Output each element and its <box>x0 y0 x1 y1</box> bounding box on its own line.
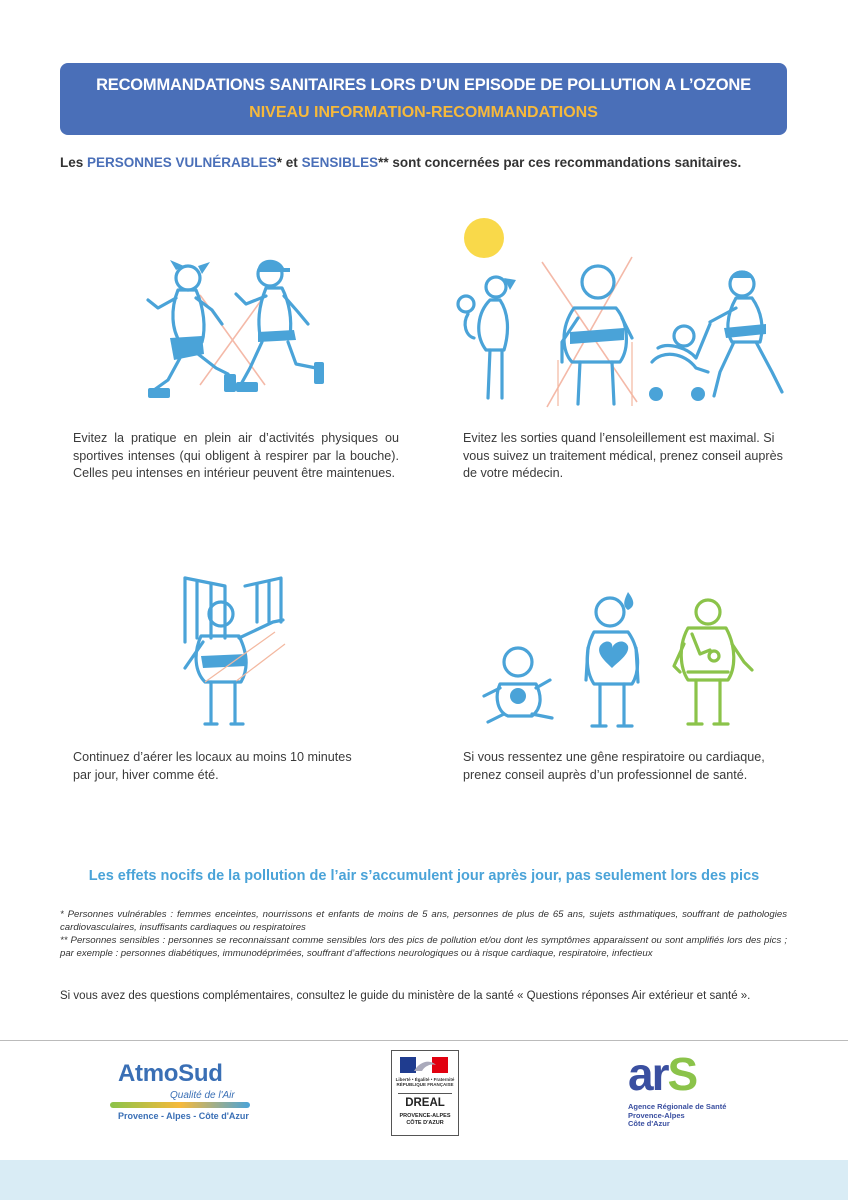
questions-text: Si vous avez des questions complémentaires, consultez le guide du ministère de la santé « Questions réponses Air extérieur et santé ». <box>60 990 751 1002</box>
page-subtitle: NIVEAU INFORMATION-RECOMMANDATIONS <box>249 104 598 121</box>
vulnerable-highlight: PERSONNES VULNÉRABLES <box>87 155 277 170</box>
atmo-logo-sub: Qualité de l'Air <box>170 1090 235 1101</box>
bottom-band <box>0 1160 848 1200</box>
tagline: Les effets nocifs de la pollution de l’air s’accumulent jour après jour, pas seulement lors des pics <box>88 868 760 884</box>
header-banner <box>60 63 787 135</box>
health-professional-icon <box>478 588 768 733</box>
marianne-flag-icon <box>400 1057 448 1073</box>
footnotes <box>60 908 787 960</box>
dreal-region: PROVENCE-ALPES CÔTE D'AZUR <box>399 1113 451 1126</box>
intro-prefix: Les <box>60 155 88 170</box>
recommendation-text-3: Continuez d’aérer les locaux au moins 10 minutes par jour, hiver comme été. <box>73 750 352 782</box>
intro-text <box>60 155 800 170</box>
dreal-name: DREAL <box>405 1097 445 1109</box>
ars-letters: arS <box>628 1048 697 1100</box>
sun-icon <box>464 218 504 258</box>
atmo-logo-name: AtmoSud <box>118 1060 223 1087</box>
ars-text: Agence Régionale de Santé Provence-Alpes Côte d'Azur <box>628 1102 727 1128</box>
footnote-sensitive: ** Personnes sensibles : personnes se reconnaissant comme sensibles lors des pics de pollution et/ou dont les symptômes apparaissent ou sont amplifiés lors des pics ; par exemple : personnes diabétiques, immunodéprimées, souffrant d’affections neurologiques ou à risque cardiaque, respiratoire, infectieux <box>60 935 787 959</box>
open-window-icon <box>175 572 295 732</box>
ars-logo <box>628 1048 758 1135</box>
dreal-republique: Liberté • Égalité • Fraternité RÉPUBLIQUE FRANÇAISE <box>395 1077 455 1087</box>
recommendation-text-4: Si vous ressentez une gêne respiratoire ou cardiaque, prenez conseil auprès d’un professionnel de santé. <box>463 750 765 782</box>
dreal-divider <box>398 1093 452 1094</box>
recommendation-text-1: Evitez la pratique en plein air d’activités physiques ou sportives intenses (qui obligent à respirer par la bouche). Celles peu intenses en intérieur peuvent être maintenues. <box>73 431 399 480</box>
atmo-swoosh <box>110 1102 250 1108</box>
sensitive-highlight: SENSIBLES <box>301 155 379 170</box>
runners-icon <box>140 250 340 410</box>
atmo-logo-region: Provence - Alpes - Côte d'Azur <box>118 1111 249 1121</box>
footnote-vulnerable: * Personnes vulnérables : femmes enceintes, nourrissons et enfants de moins de 5 ans, personnes de plus de 65 ans, sujets asthmatiques, souffrant de pathologies cardiovasculaires, insuffisants cardiaques ou respiratoires <box>60 909 787 933</box>
intro-mid: * et <box>276 155 302 170</box>
footer-divider <box>0 1040 848 1041</box>
intro-suffix: ** sont concernées par ces recommandations sanitaires. <box>378 155 742 170</box>
page-title: RECOMMANDATIONS SANITAIRES LORS D’UN EPISODE DE POLLUTION A L’OZONE <box>96 76 751 94</box>
atmosud-logo <box>110 1058 260 1128</box>
recommendation-text-2: Evitez les sorties quand l’ensoleillement est maximal. Si vous suivez un traitement médical, prenez conseil auprès de votre médecin. <box>463 431 783 480</box>
sun-outing-icon <box>452 212 792 412</box>
dreal-logo <box>391 1050 459 1136</box>
